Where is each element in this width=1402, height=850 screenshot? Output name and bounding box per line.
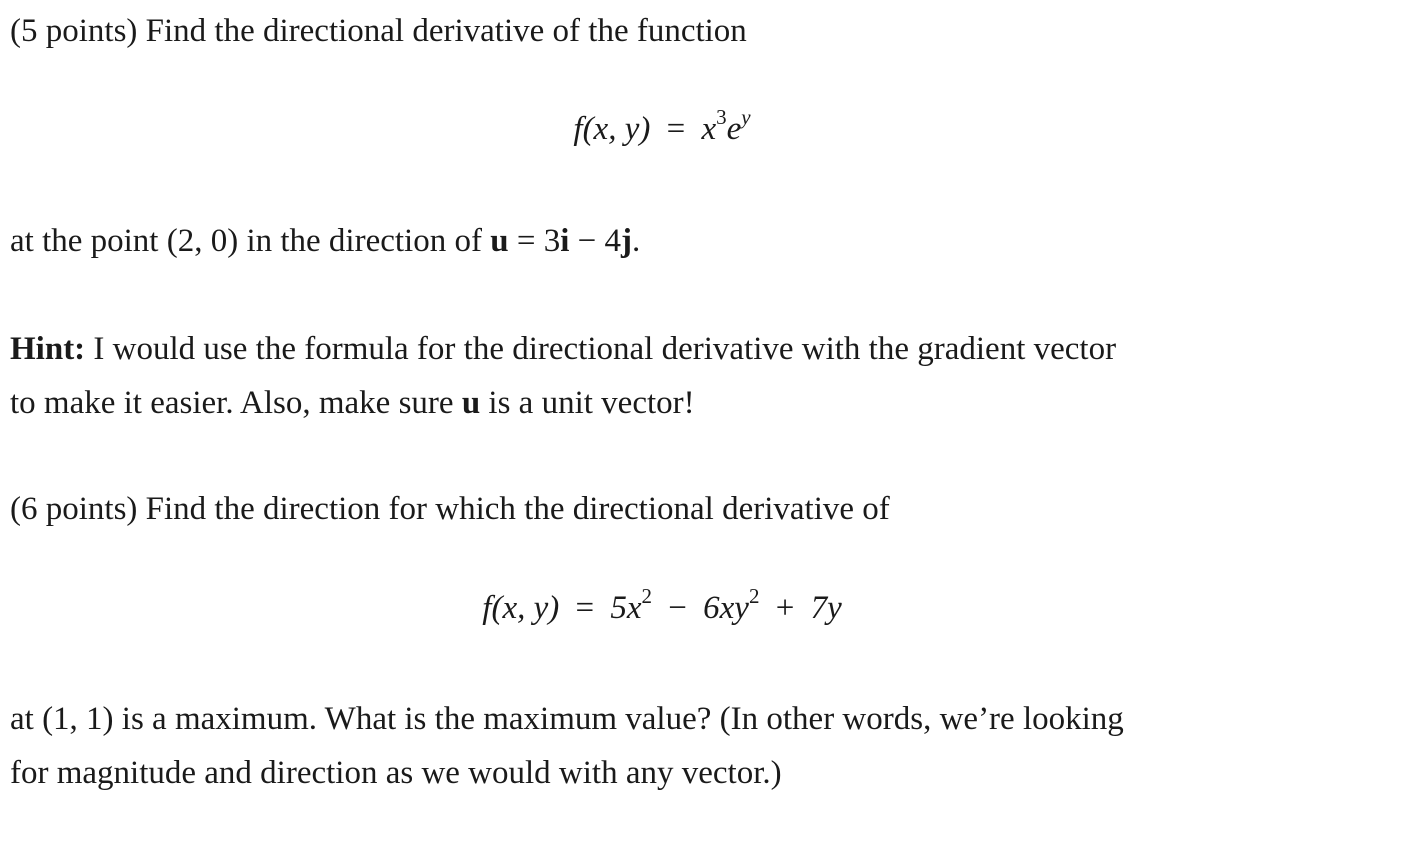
hint-line-2 xyxy=(10,376,695,430)
formula2-args: (x, y) xyxy=(491,590,560,626)
formula2-minus: − xyxy=(668,590,687,626)
formula2-term2: 6xy xyxy=(703,590,749,626)
formula2-f: f xyxy=(482,590,492,626)
direction-minus: − 4 xyxy=(569,223,621,259)
direction-mid: = 3 xyxy=(508,223,561,259)
direction-j: j xyxy=(621,223,632,259)
formula-x-exponent: 3 xyxy=(716,105,727,129)
formula2-term3: 7y xyxy=(810,590,842,626)
problem2-line-2: at (1, 1) is a maximum. What is the maximum value? (In other words, we’re looking xyxy=(10,701,1124,737)
formula-e: e xyxy=(726,111,742,147)
direction-pre: at the point (2, 0) in the direction of xyxy=(10,223,491,259)
problem1-intro: (5 points) Find the directional derivative of the function xyxy=(10,13,747,49)
hint-text-2b: is a unit vector! xyxy=(480,385,695,421)
problem1-formula xyxy=(0,102,1324,156)
formula-equals: = xyxy=(666,111,686,147)
formula2-term1: 5x xyxy=(610,590,642,626)
formula-args: (x, y) xyxy=(582,111,651,147)
problem1-direction-line xyxy=(10,214,640,268)
formula2-plus: + xyxy=(775,590,795,626)
hint-u: u xyxy=(461,385,481,421)
formula2-term1-exponent: 2 xyxy=(641,584,653,608)
direction-end: . xyxy=(632,223,641,259)
hint-text-1: I would use the formula for the directional derivative with the gradient vector xyxy=(85,331,1117,367)
problem2-formula xyxy=(0,581,1324,635)
direction-u: u xyxy=(490,223,509,259)
direction-i: i xyxy=(560,223,570,259)
formula2-term2-exponent: 2 xyxy=(748,584,760,608)
formula2-equals: = xyxy=(575,590,595,626)
formula-e-exponent: y xyxy=(741,105,751,129)
hint-line-1 xyxy=(10,322,1116,376)
hint-label: Hint: xyxy=(10,331,86,367)
hint-text-2a: to make it easier. Also, make sure xyxy=(10,385,462,421)
problem2-line-3: for magnitude and direction as we would with any vector.) xyxy=(10,755,782,791)
problem2-intro: (6 points) Find the direction for which the directional derivative of xyxy=(10,491,890,527)
formula-x: x xyxy=(701,111,717,147)
formula-f: f xyxy=(573,111,583,147)
